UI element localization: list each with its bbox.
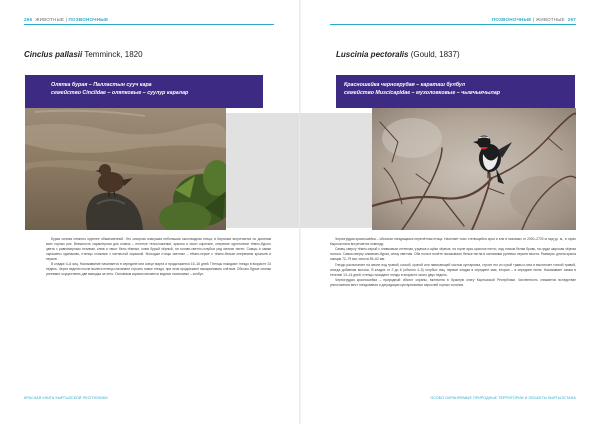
left-banner-line2: семейство Cinclidae – оляпковые – суулур каралар xyxy=(51,90,189,96)
left-gray-panel xyxy=(226,113,300,228)
right-running-header: ПОЗВОНОЧНЫЕ | ЖИВОТНЫЕ 267 xyxy=(491,17,576,22)
right-header-rule xyxy=(330,24,576,25)
right-species-banner xyxy=(336,75,575,108)
right-body-paragraph: Самец сверху тёмно-серый с оливковым оттенком, уздечка и щёки чёрные, на горле ярко-красное пятно, над глазом белая бровь, на груди широкая чёрная полоса. Самка сверху оливково-бурая, снизу светлая. Оба пола в полёте показывают белые пятна в основании рулевых перьев хвоста. Размеры: длина крыла самцов 72–79 мм, хвоста 55–62 мм. xyxy=(330,247,576,262)
left-page-number: 266 xyxy=(24,17,33,22)
left-species-author: Temminck, 1820 xyxy=(84,50,143,59)
right-species-author: (Gould, 1837) xyxy=(410,50,460,59)
left-species-banner xyxy=(25,75,263,108)
right-page xyxy=(300,0,600,424)
right-body-paragraph: Черногрудая красношейка – обычная гнездящаяся перелётная птица. Населяет пояс стелющейся арчи и ели в низовьях от 2000–2700 м над ур. м., в горах Кыргызстана встречается повсюду. xyxy=(330,237,576,246)
left-species-photo xyxy=(25,108,226,230)
left-header-section: ПОЗВОНОЧНЫЕ xyxy=(68,17,109,22)
right-header-section: ПОЗВОНОЧНЫЕ xyxy=(491,17,532,22)
right-body-text xyxy=(330,237,576,288)
right-footer: ОСОБО ОХРАНЯЕМЫЕ ПРИРОДНЫЕ ТЕРРИТОРИИ И ОБЪЕКТЫ КЫРГЫЗСТАНА xyxy=(430,396,576,400)
left-body-paragraph: Бурая оляпка немного крупнее обыкновенной. Это сизоргая кнанушая небольшая околоводная птица, в Киргизии встречается по долинам всех горных рек. Внешность характерная для оляпок – плотное телосложение, крылья и хвост короткие, оперение однотонное тёмно-бурого цвета с равномерным отливом, клюв и хвост бело-тёмные, клюв бурый чёрный, на голове-светло-голубых ряд мелких пятен. Самцы и самки окрашены одинаково, птенцы сложные с пятнистой окраской. Молодые птицы светлые – тёмно-серые с тёмно-белым оперением крыльев и перьев. xyxy=(46,237,271,261)
left-body-text xyxy=(46,237,271,277)
right-species-latin: Luscinia pectoralis xyxy=(336,50,409,59)
left-banner-line1: Оляпка бурая – Палластын сууч кара xyxy=(51,82,152,88)
right-gray-panel xyxy=(300,113,372,228)
right-body-paragraph: Гнездо располагает на земле под травой, кочкой, кроной или нависающей частью кустарника, строит его из сухой травы и мха и выстилает тонкой травой, иногда добавляя волосы. В кладке от 2 до 6 (обычно 4–5) голубых яиц, первые кладки в середине мая, вторые – в середине июня. Насиживает самка в течение 13–14 дней, птенцы покидают гнездо в возрасте около двух недель. xyxy=(330,262,576,277)
right-species-photo xyxy=(372,108,576,230)
right-page-number: 267 xyxy=(567,17,576,22)
left-footer: КРАСНАЯ КНИГА КЫРГЫЗСКОЙ РЕСПУБЛИКИ xyxy=(24,396,108,400)
right-header-muted: ЖИВОТНЫЕ xyxy=(535,17,565,22)
left-body-paragraph: В кладке 4–6 яиц. Насиживание начинается в середине или конце марта и продолжается 15–16 дней. Птенцы покидают гнездо в возрасте 24 недель. Через неделю после вылета птенцы начинают строить новое гнездо, при этом продолжают выкармливать слётков. Обычно бурые оляпки успевают осуществить две выводка за лето. Основным кормом являются водные насекомые – колбух. xyxy=(46,262,271,276)
left-species-title xyxy=(24,50,143,59)
right-species-title xyxy=(336,50,460,59)
left-species-latin: Cinclus pallasii xyxy=(24,50,83,59)
right-banner-line2: семейство Muscicapidae – мухоловковые – чымчыкчылар xyxy=(344,90,501,96)
left-header-muted: ЖИВОТНЫЕ xyxy=(35,17,65,22)
right-body-paragraph: Черногрудая красношейка – природный объект охраны, включена в Красную книгу Кыргызской Республики. Численность снижается вследствие уничтожения мест гнездования и деградации кустарниковых зарослей горных склонов. xyxy=(330,278,576,287)
right-banner-line1: Красношейка черногрудая – караташ булбул xyxy=(344,82,466,88)
left-running-header: 266 ЖИВОТНЫЕ | ПОЗВОНОЧНЫЕ xyxy=(24,17,109,22)
left-header-rule xyxy=(24,24,274,25)
